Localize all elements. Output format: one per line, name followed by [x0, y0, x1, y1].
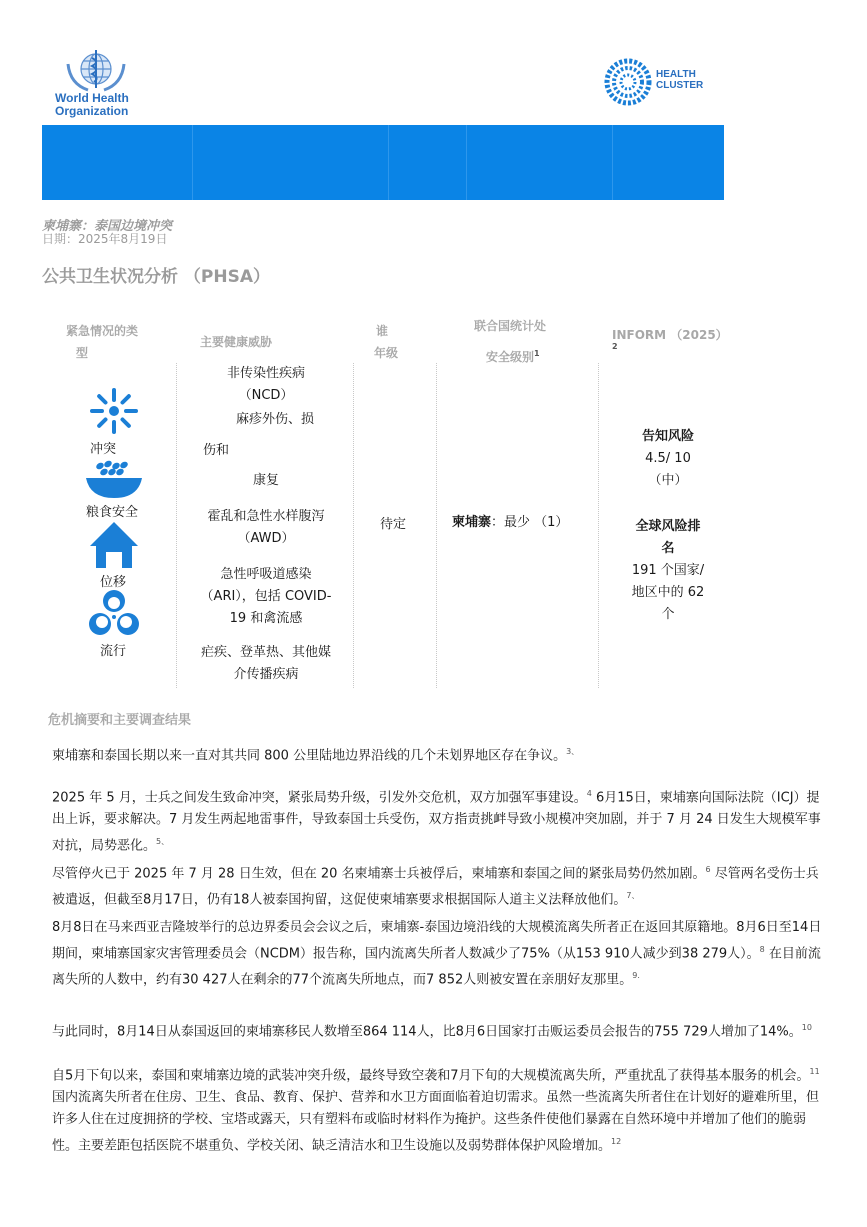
threat-ncd [186, 363, 346, 407]
inform-global-rank-value: 191 个国家/ [631, 563, 705, 578]
threat-cholera [186, 506, 346, 550]
footnote-ref: 9. [632, 971, 640, 981]
who-name-line2: Organization [55, 104, 129, 118]
inform-global-rank-value: 个 [661, 607, 675, 622]
threat-line: 疟疾、登革热、其他媒 [200, 645, 331, 660]
cluster-line2: CLUSTER [656, 80, 704, 91]
column-divider [598, 363, 599, 688]
summary-paragraph [52, 1061, 830, 1158]
banner-divider [612, 125, 613, 200]
report-date: 日期：2025年8月19日 [42, 232, 168, 246]
paragraph-text: 8月8日在马来西亚吉隆坡举行的总边界委员会会议之后，柬埔寨-泰国边境沿线的大规模流离失所者正在返回其原籍地。8月6日至14日期间，柬埔寨国家灾害管理委员会（NCDM）报告称，国内流离失所者人数减少了75%（从153 910人减少到38 279人）。 [52, 920, 822, 962]
banner-divider [388, 125, 389, 200]
footnote-ref: 12 [611, 1137, 622, 1147]
footnote-ref: 10 [801, 1023, 812, 1032]
paragraph-text: 柬埔寨和泰国长期以来一直对其共同 800 公里陆地边界沿线的几个未划界地区存在争议。 [52, 748, 567, 764]
header-who-line1: 谁 [376, 324, 389, 338]
inform-risk-class: （中） [648, 473, 688, 488]
threat-line: 霍乱和急性水样腹泻 [207, 509, 325, 524]
threat-line: 19 和禽流感 [229, 611, 303, 626]
banner-divider [192, 125, 193, 200]
who-grade-value: 待定 [380, 517, 407, 532]
health-cluster-logo-icon [604, 58, 652, 106]
inform-global-label: 全球风险排 [635, 519, 701, 534]
threat-line: （ARI），包括 COVID- [200, 589, 332, 604]
food-security-icon [86, 458, 138, 506]
threat-line: 介传播疾病 [233, 667, 299, 682]
page-title: 公共卫生状况分析 （PHSA） [42, 267, 271, 287]
summary-paragraph [52, 917, 830, 992]
threat-vector-borne [186, 642, 346, 686]
emergency-type-label: 流行 [100, 644, 127, 659]
displacement-icon [88, 520, 140, 568]
inform-global-rank [606, 516, 730, 626]
un-security-level: ：最少 （1） [491, 515, 569, 530]
inform-risk [606, 426, 730, 492]
threat-injury-line2: 伤和 [203, 443, 230, 458]
crisis-title: 柬埔寨：泰国边境冲突 [42, 219, 173, 234]
emergency-type-label: 冲突 [90, 442, 117, 457]
footnote-ref: 7、 [626, 891, 640, 901]
paragraph-text: 尽管两名受伤士兵被遣返，但截至8月17日，仍有18人被泰国拘留，这促使柬埔寨要求根据国际人道主义法释放他们。 [52, 866, 819, 908]
header-health-threats: 主要健康威胁 [200, 335, 273, 349]
threat-injury-line1: 麻疹外伤、损 [236, 412, 315, 427]
paragraph-text: 2025 年 5 月，士兵之间发生致命冲突，紧张局势升级，引发外交危机，双方加强军事建设。 [52, 790, 587, 806]
header-who-line2: 年级 [374, 346, 399, 360]
summary-paragraph [52, 783, 830, 858]
epidemic-icon [86, 588, 138, 636]
un-security-country: 柬埔寨 [452, 515, 492, 530]
un-security-value [452, 512, 568, 534]
footnote-ref: 8 [759, 945, 765, 954]
summary-paragraph [52, 859, 830, 912]
column-divider [436, 363, 437, 688]
summary-paragraph [52, 741, 830, 767]
inform-risk-label: 告知风险 [641, 429, 694, 444]
header-un-security-level [474, 312, 546, 371]
inform-global-label: 名 [661, 541, 675, 556]
inform-global-rank-value: 地区中的 62 [631, 585, 705, 600]
footnote-ref: 2 [612, 342, 618, 351]
inform-risk-value: 4.5/ 10 [645, 451, 691, 466]
conflict-icon [88, 386, 140, 434]
threat-ari [186, 564, 346, 630]
emergency-type-label: 粮食安全 [86, 505, 139, 520]
who-name-line1: World Health [55, 91, 129, 105]
paragraph-text: 与此同时，8月14日从泰国返回的柬埔寨移民人数增至864 114人，比8月6日国家打击贩运委员会报告的755 729人增加了14%。 [52, 1024, 802, 1040]
threat-line: （AWD） [237, 531, 295, 546]
who-name [55, 92, 155, 118]
footnote-ref: 5、 [156, 837, 170, 847]
banner-divider [466, 125, 467, 200]
footnote-ref: 11 [809, 1067, 820, 1076]
header-un-line1: 联合国统计处 [474, 319, 547, 333]
header-un-line2: 安全级别 [486, 350, 535, 364]
title-banner [42, 125, 724, 200]
header-emergency-type [66, 320, 166, 364]
header-who-grade [374, 320, 398, 364]
threat-injury-line3: 康复 [252, 473, 279, 488]
header-emergency-type-line1: 紧急情况的类 [66, 324, 139, 338]
health-cluster-name [656, 69, 703, 91]
header-inform [612, 324, 728, 358]
footnote-ref: 1 [534, 349, 540, 358]
footnote-ref: 4 [586, 789, 592, 798]
threat-line: 急性呼吸道感染 [220, 567, 312, 582]
header-emergency-type-line2: 型 [76, 346, 89, 360]
footnote-ref: 3、 [566, 747, 580, 756]
section-heading: 危机摘要和主要调查结果 [48, 713, 192, 728]
cluster-line1: HEALTH [656, 69, 696, 80]
footnote-ref: 6 [705, 865, 711, 874]
paragraph-text: 国内流离失所者在住房、卫生、食品、教育、保护、营养和水卫方面面临着迫切需求。虽然一些流离失所者住在计划好的避难所里，但许多人住在过度拥挤的学校、宝塔或露天，只有塑料布或临时材料作为掩护。这些条件使他们暴露在自然环境中并增加了他们的脆弱性。主要差距包括医院不堪重负、学校关闭、缺乏清洁水和卫生设施以及弱势群体保护风险增加。 [52, 1090, 820, 1154]
threat-line: （NCD） [238, 388, 294, 403]
header-inform-label: INFORM （2025） [612, 328, 728, 342]
summary-paragraph [52, 1017, 830, 1043]
column-divider [353, 363, 354, 688]
paragraph-text: 尽管停火已于 2025 年 7 月 28 日生效，但在 20 名柬埔寨士兵被俘后，柬埔寨和泰国之间的紧张局势仍然加剧。 [52, 866, 706, 882]
threat-line: 非传染性疾病 [226, 366, 305, 381]
paragraph-text: 6月15日，柬埔寨向国际法院（ICJ）提出上诉，要求解决。7 月发生两起地雷事件，导致泰国士兵受伤，双方指责挑衅导致小规模冲突加剧，并于 7 月 24 日发生大规模军事对抗，局势恶化。 [52, 790, 821, 854]
column-divider [176, 363, 177, 688]
paragraph-text: 自5月下旬以来，泰国和柬埔寨边境的武装冲突升级，最终导致空袭和7月下旬的大规模流离失所，严重扰乱了获得基本服务的机会。 [52, 1068, 810, 1084]
emergency-type-label: 位移 [100, 575, 127, 590]
paragraph-text: 在目前流离失所的人数中，约有30 427人在剩余的77个流离失所地点，而7 852人则被安置在亲朋好友那里。 [52, 946, 821, 988]
